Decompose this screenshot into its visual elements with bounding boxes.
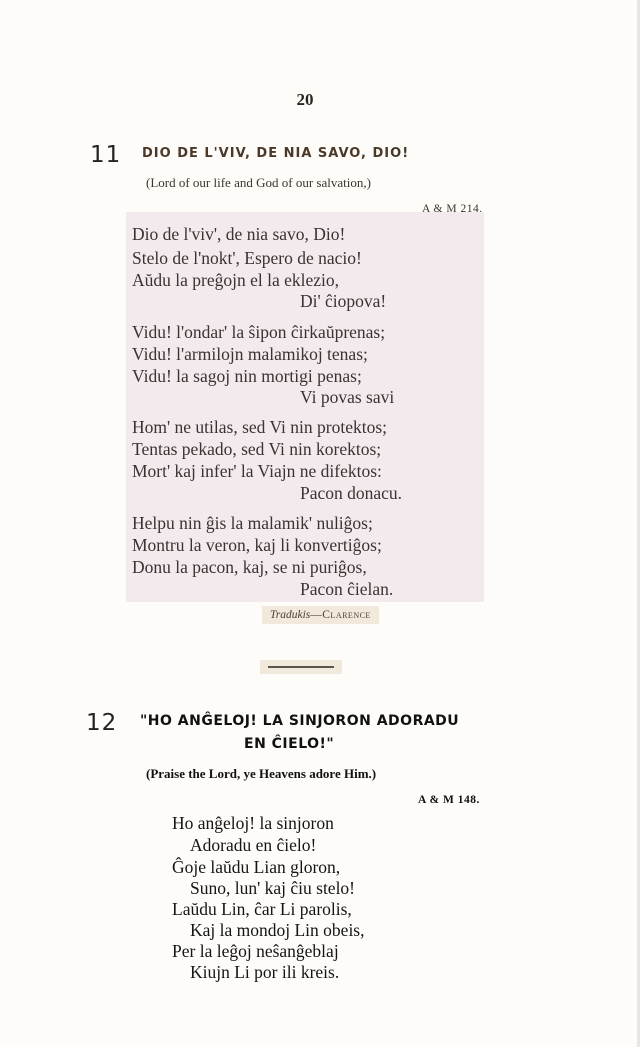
verse-line: Adoradu en ĉielo!: [190, 835, 317, 855]
verse-line: Di' ĉiopova!: [300, 291, 387, 311]
verse-line: Vidu! l'ondar' la ŝipon ĉirkaŭprenas;: [132, 322, 386, 342]
verse-line: Aŭdu la preĝojn el la eklezio,: [132, 270, 340, 290]
verse-line: Vi povas savi: [300, 387, 395, 407]
verse-line: Kaj la mondoj Lin obeis,: [190, 920, 365, 940]
hymn-title: DIO DE L'VIV, DE NIA SAVO, DIO!: [142, 146, 410, 161]
hymn-number: 12: [86, 710, 118, 736]
verse-line: Vidu! l'armilojn malamikoj tenas;: [132, 344, 368, 364]
verse-line: Donu la pacon, kaj, se ni puriĝos,: [132, 557, 367, 577]
verse-line: Per la leĝoj neŝanĝeblaj: [172, 941, 339, 961]
verse-line: Ĝoje laŭdu Lian gloron,: [172, 857, 341, 877]
hymn-title-line-1: "HO ANĜELOJ! LA SINJORON ADORADU: [140, 713, 460, 729]
verse-line: Montru la veron, kaj li konvertiĝos;: [132, 535, 382, 555]
hymn-subtitle: (Lord of our life and God of our salvation,): [146, 175, 371, 190]
verse-line: Dio de l'viv', de nia savo, Dio!: [132, 224, 346, 244]
page-number: 20: [296, 90, 314, 109]
credit-name: —Clarence: [310, 609, 371, 621]
verse-line: Pacon donacu.: [300, 483, 403, 503]
verse-line: Mort' kaj infer' la Viajn ne difektos:: [132, 461, 382, 481]
hymn-number: 11: [90, 142, 122, 168]
credit-prefix: Tradukis: [270, 609, 311, 621]
verse-line: Stelo de l'nokt', Espero de nacio!: [132, 248, 362, 268]
translator-credit: [262, 606, 379, 624]
verse-line: Kiujn Li por ili kreis.: [190, 962, 340, 982]
verse-line: Pacon ĉielan.: [300, 579, 394, 599]
verse-line: Tentas pekado, sed Vi nin korektos;: [132, 439, 382, 459]
verse-line: Laŭdu Lin, ĉar Li parolis,: [172, 899, 352, 919]
hymn-title-line-2: EN ĈIELO!": [244, 736, 335, 752]
hymn-reference: A & M 214.: [422, 203, 483, 215]
verse-line: Ho anĝeloj! la sinjoron: [172, 813, 334, 833]
separator-rule: [268, 666, 334, 668]
verse-line: Suno, lun' kaj ĉiu stelo!: [190, 878, 356, 898]
verse-line: Helpu nin ĝis la malamik' nuliĝos;: [132, 513, 373, 533]
verse-line: Vidu! la sagoj nin mortigi penas;: [132, 366, 362, 386]
verse-line: Hom' ne utilas, sed Vi nin protektos;: [132, 417, 388, 437]
hymn-reference: A & M 148.: [418, 794, 480, 806]
hymn-subtitle: (Praise the Lord, ye Heavens adore Him.): [146, 766, 377, 781]
